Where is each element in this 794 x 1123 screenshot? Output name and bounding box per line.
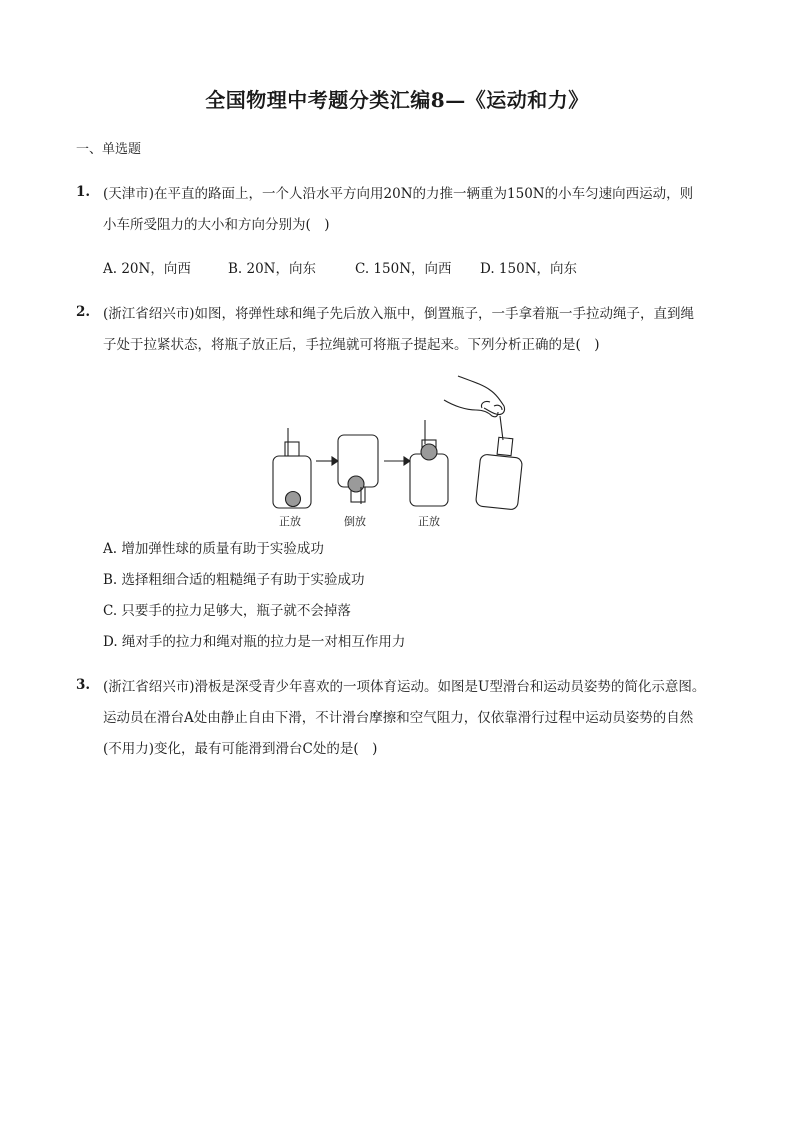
question-3-line-1: (浙江省绍兴市)滑板是深受青少年喜欢的一项体育运动。如图是U型滑台和运动员姿势的简化示意图。: [103, 679, 706, 695]
section-heading: 一、单选题: [76, 142, 142, 157]
bottle-4-lifted: [475, 416, 522, 510]
bottle-1-upright: [273, 428, 311, 508]
question-1-option-c: C. 150N，向西: [355, 261, 452, 277]
question-1-line-1: (天津市)在平直的路面上，一个人沿水平方向用20N的力推一辆重为150N的小车匀速向西运动，则: [103, 186, 694, 202]
question-1-number: 1.: [76, 184, 91, 200]
question-2-number: 2.: [76, 304, 91, 320]
question-1-option-b: B. 20N，向东: [228, 261, 316, 277]
question-2-option-d: D. 绳对手的拉力和绳对瓶的拉力是一对相互作用力: [103, 634, 406, 650]
question-1-option-a: A. 20N，向西: [103, 261, 191, 277]
hand-icon: [444, 376, 505, 417]
question-3-line-2: 运动员在滑台A处由静止自由下滑，不计滑台摩擦和空气阻力，仅依靠滑行过程中运动员姿势的自然: [103, 710, 694, 726]
question-1-option-d: D. 150N，向东: [480, 261, 578, 277]
bottle-experiment-figure: [268, 370, 528, 532]
question-3-line-3: (不用力)变化，最有可能滑到滑台C处的是( ): [103, 741, 378, 757]
question-2-line-1: (浙江省绍兴市)如图，将弹性球和绳子先后放入瓶中，倒置瓶子，一手拿着瓶一手拉动绳子，直到绳: [103, 306, 695, 322]
figure-label-2: 倒放: [344, 515, 366, 528]
question-2-option-b: B. 选择粗细合适的粗糙绳子有助于实验成功: [103, 572, 365, 588]
bottle-3-upright: [410, 420, 448, 506]
figure-label-1: 正放: [279, 515, 301, 528]
bottle-2-inverted: [338, 435, 378, 504]
figure-label-3: 正放: [418, 515, 440, 528]
page-title: 全国物理中考题分类汇编8—《运动和力》: [205, 88, 589, 112]
question-2-option-a: A. 增加弹性球的质量有助于实验成功: [103, 541, 324, 557]
question-2-line-2: 子处于拉紧状态，将瓶子放正后，手拉绳就可将瓶子提起来。下列分析正确的是( ): [103, 337, 600, 353]
question-3-number: 3.: [76, 677, 91, 693]
question-2-option-c: C. 只要手的拉力足够大，瓶子就不会掉落: [103, 603, 351, 619]
question-1-line-2: 小车所受阻力的大小和方向分别为( ): [103, 217, 330, 233]
